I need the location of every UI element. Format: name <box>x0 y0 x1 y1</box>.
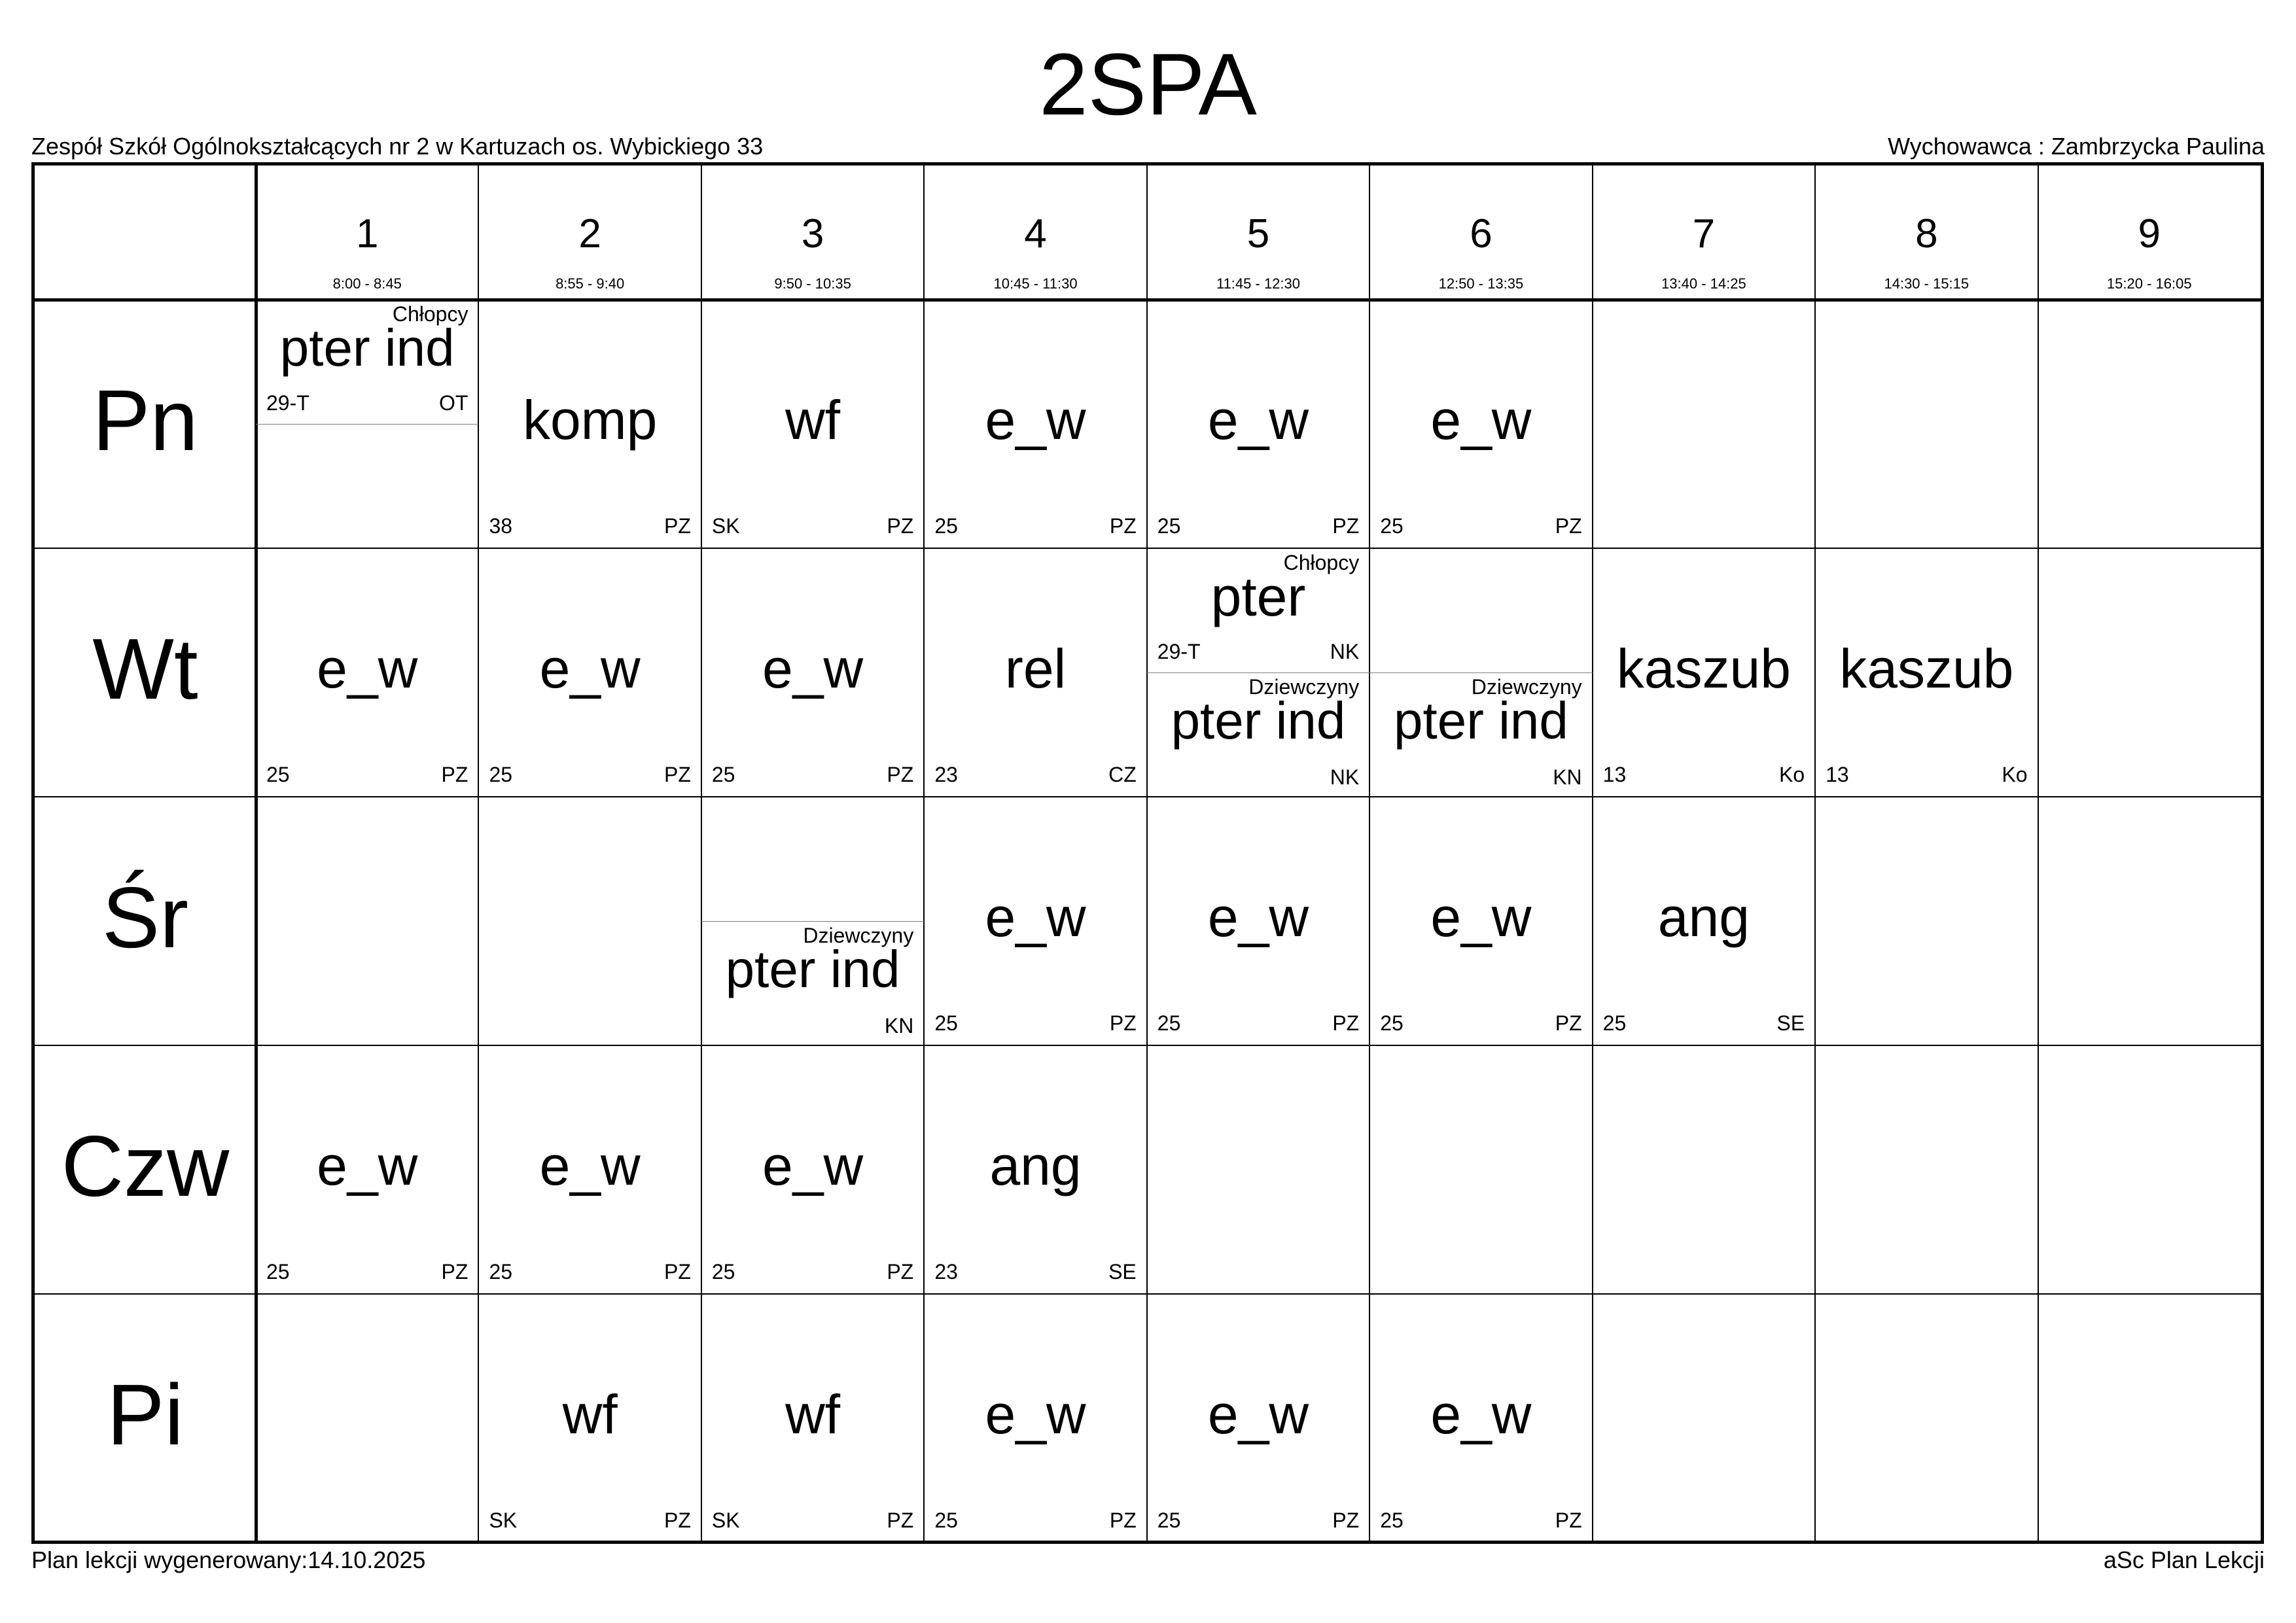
lesson-subject: e_w <box>317 1135 418 1196</box>
lesson-teacher: PZ <box>663 1509 691 1532</box>
lesson-room: 23 <box>934 1260 958 1283</box>
lesson-subject: e_w <box>985 886 1086 948</box>
lesson-cell <box>1369 797 1592 1045</box>
period-number: 5 <box>1246 211 1270 256</box>
lesson-cell <box>256 300 478 424</box>
lesson-teacher: NK <box>1330 765 1360 789</box>
day-label: Wt <box>92 621 198 717</box>
lesson-teacher: PZ <box>887 1260 914 1283</box>
lesson-cell <box>701 1045 924 1294</box>
lesson-cell <box>1147 300 1369 548</box>
lesson-room: 25 <box>489 763 513 786</box>
lesson-subject: pter ind <box>725 940 900 998</box>
lesson-room: SK <box>489 1509 518 1532</box>
lesson-cell <box>924 300 1146 548</box>
lesson-teacher: PZ <box>887 1509 914 1532</box>
software-name: aSc Plan Lekcji <box>2103 1546 2265 1573</box>
lesson-subject: kaszub <box>1839 638 2014 699</box>
lesson-room: 25 <box>1157 514 1181 538</box>
lesson-subject: e_w <box>1207 1384 1309 1445</box>
lesson-teacher: PZ <box>1109 1011 1137 1035</box>
lesson-room: 25 <box>266 1260 290 1283</box>
period-time: 11:45 - 12:30 <box>1216 275 1300 292</box>
period-time: 9:50 - 10:35 <box>774 275 851 292</box>
period-time: 10:45 - 11:30 <box>993 275 1078 292</box>
lesson-room: 23 <box>934 763 958 786</box>
lesson-cell <box>701 548 924 797</box>
period-header <box>478 166 701 300</box>
lesson-teacher: PZ <box>887 514 914 538</box>
lesson-cell <box>701 1294 924 1543</box>
period-header <box>1593 166 1815 300</box>
group-divider <box>256 424 478 425</box>
lesson-cell <box>256 1045 478 1294</box>
day-label: Śr <box>102 869 188 966</box>
lesson-cell <box>701 921 924 1045</box>
lesson-cell <box>1369 672 1592 797</box>
lesson-room: 29-T <box>266 391 309 415</box>
lesson-teacher: KN <box>884 1014 914 1038</box>
lesson-room: 25 <box>489 1260 513 1283</box>
lesson-cell <box>256 548 478 797</box>
period-header <box>1147 166 1369 300</box>
lesson-teacher: PZ <box>1332 514 1360 538</box>
lesson-room: 25 <box>1157 1509 1181 1532</box>
lesson-cell <box>478 548 701 797</box>
lesson-room: 25 <box>266 763 290 786</box>
period-number: 2 <box>578 211 601 256</box>
lesson-teacher: PZ <box>1332 1011 1360 1035</box>
lesson-teacher: PZ <box>663 514 691 538</box>
lesson-teacher: SE <box>1108 1260 1137 1283</box>
group-divider <box>1369 672 1592 673</box>
day-label: Pi <box>107 1367 184 1463</box>
lesson-subject: e_w <box>539 1135 641 1196</box>
lesson-teacher: PZ <box>887 763 914 786</box>
lesson-subject: ang <box>989 1135 1082 1196</box>
lesson-teacher: PZ <box>1332 1509 1360 1532</box>
lesson-room: 29-T <box>1157 640 1201 663</box>
lesson-room: 38 <box>489 514 513 538</box>
lesson-teacher: OT <box>439 391 468 415</box>
lesson-teacher: PZ <box>1109 514 1137 538</box>
lesson-room: 25 <box>934 1509 958 1532</box>
lesson-cell <box>924 1045 1146 1294</box>
lesson-teacher: PZ <box>441 1260 468 1283</box>
lesson-room: 25 <box>1380 1509 1404 1532</box>
lesson-cell <box>1147 672 1369 797</box>
lesson-room: 25 <box>1602 1011 1627 1035</box>
lesson-room: 25 <box>711 1260 735 1283</box>
period-number: 8 <box>1915 211 1938 256</box>
period-number: 9 <box>2138 211 2161 256</box>
period-time: 8:00 - 8:45 <box>332 275 402 292</box>
lesson-cell <box>924 548 1146 797</box>
lesson-group: Chłopcy <box>1283 551 1360 574</box>
lesson-subject: e_w <box>1430 1384 1532 1445</box>
period-time: 14:30 - 15:15 <box>1884 275 1969 292</box>
lesson-subject: e_w <box>1430 886 1532 948</box>
lesson-teacher: CZ <box>1108 763 1137 786</box>
lesson-room: SK <box>711 1509 740 1532</box>
form-teacher: Wychowawca : Zambrzycka Paulina <box>1888 133 2265 160</box>
period-time: 8:55 - 9:40 <box>556 275 625 292</box>
lesson-subject: ang <box>1657 886 1750 948</box>
lesson-cell <box>1147 1294 1369 1543</box>
lesson-cell <box>924 1294 1146 1543</box>
lesson-subject: komp <box>522 389 658 451</box>
lesson-teacher: PZ <box>663 1260 691 1283</box>
group-divider <box>1147 672 1369 673</box>
period-time: 12:50 - 13:35 <box>1438 275 1524 292</box>
period-time: 13:40 - 14:25 <box>1661 275 1746 292</box>
lesson-teacher: PZ <box>1555 514 1582 538</box>
lesson-cell <box>1147 797 1369 1045</box>
lesson-subject: wf <box>785 1384 841 1445</box>
lesson-room: 25 <box>934 1011 958 1035</box>
lesson-subject: wf <box>785 389 841 451</box>
lesson-room: 25 <box>1157 1011 1181 1035</box>
lesson-cell <box>701 300 924 548</box>
timetable-grid <box>31 162 2264 1544</box>
lesson-cell <box>924 797 1146 1045</box>
lesson-group: Chłopcy <box>392 302 468 326</box>
lesson-subject: e_w <box>985 389 1086 451</box>
lesson-teacher: PZ <box>1109 1509 1137 1532</box>
lesson-subject: rel <box>1004 638 1067 699</box>
generated-date: Plan lekcji wygenerowany:14.10.2025 <box>31 1546 426 1573</box>
lesson-teacher: Ko <box>1778 763 1805 786</box>
lesson-group: Dziewczyny <box>803 924 914 947</box>
lesson-teacher: SE <box>1776 1011 1805 1035</box>
period-number: 3 <box>801 211 824 256</box>
lesson-teacher: Ko <box>2002 763 2028 786</box>
period-number: 6 <box>1470 211 1492 256</box>
lesson-subject: pter <box>1210 566 1306 627</box>
lesson-subject: pter ind <box>1394 691 1568 750</box>
lesson-subject: e_w <box>539 638 641 699</box>
lesson-subject: e_w <box>985 1384 1086 1445</box>
lesson-teacher: KN <box>1553 765 1582 789</box>
lesson-room: 25 <box>711 763 735 786</box>
period-header <box>1369 166 1592 300</box>
grid-vline <box>2038 166 2039 1541</box>
lesson-cell <box>1147 548 1369 672</box>
lesson-teacher: PZ <box>1555 1509 1582 1532</box>
lesson-teacher: PZ <box>1555 1011 1582 1035</box>
lesson-subject: pter ind <box>1171 691 1346 750</box>
period-time: 15:20 - 16:05 <box>2106 275 2192 292</box>
period-number: 4 <box>1024 211 1047 256</box>
lesson-room: 25 <box>1380 514 1404 538</box>
lesson-cell <box>1369 1294 1592 1543</box>
lesson-room: 25 <box>1380 1011 1404 1035</box>
lesson-cell <box>1369 300 1592 548</box>
lesson-subject: e_w <box>1207 886 1309 948</box>
period-header <box>701 166 924 300</box>
lesson-room: 13 <box>1826 763 1849 786</box>
lesson-subject: e_w <box>762 1135 864 1196</box>
lesson-cell <box>478 1294 701 1543</box>
day-label: Czw <box>61 1118 230 1214</box>
lesson-room: SK <box>711 514 740 538</box>
lesson-group: Dziewczyny <box>1471 675 1582 699</box>
school-name: Zespół Szkół Ogólnokształcących nr 2 w Kartuzach os. Wybickiego 33 <box>31 133 764 160</box>
lesson-subject: e_w <box>762 638 864 699</box>
lesson-subject: kaszub <box>1616 638 1791 699</box>
day-label: Pn <box>92 372 198 468</box>
lesson-cell <box>1815 548 2038 797</box>
lesson-cell <box>1593 797 1815 1045</box>
period-header <box>1815 166 2038 300</box>
lesson-teacher: NK <box>1330 640 1360 663</box>
lesson-subject: wf <box>562 1384 618 1445</box>
lesson-group: Dziewczyny <box>1248 675 1360 699</box>
period-header <box>924 166 1146 300</box>
group-divider <box>701 921 924 922</box>
lesson-subject: e_w <box>1430 389 1532 451</box>
period-number: 1 <box>355 211 379 256</box>
lesson-room: 25 <box>934 514 958 538</box>
page-title: 2SPA <box>1039 36 1257 133</box>
period-header <box>2038 166 2261 300</box>
lesson-cell <box>478 1045 701 1294</box>
lesson-cell <box>478 300 701 548</box>
period-header <box>256 166 478 300</box>
lesson-cell <box>1593 548 1815 797</box>
period-number: 7 <box>1692 211 1716 256</box>
lesson-teacher: PZ <box>441 763 468 786</box>
lesson-subject: e_w <box>1207 389 1309 451</box>
lesson-subject: pter ind <box>279 319 455 377</box>
lesson-room: 13 <box>1602 763 1627 786</box>
lesson-teacher: PZ <box>663 763 691 786</box>
lesson-subject: e_w <box>317 638 418 699</box>
